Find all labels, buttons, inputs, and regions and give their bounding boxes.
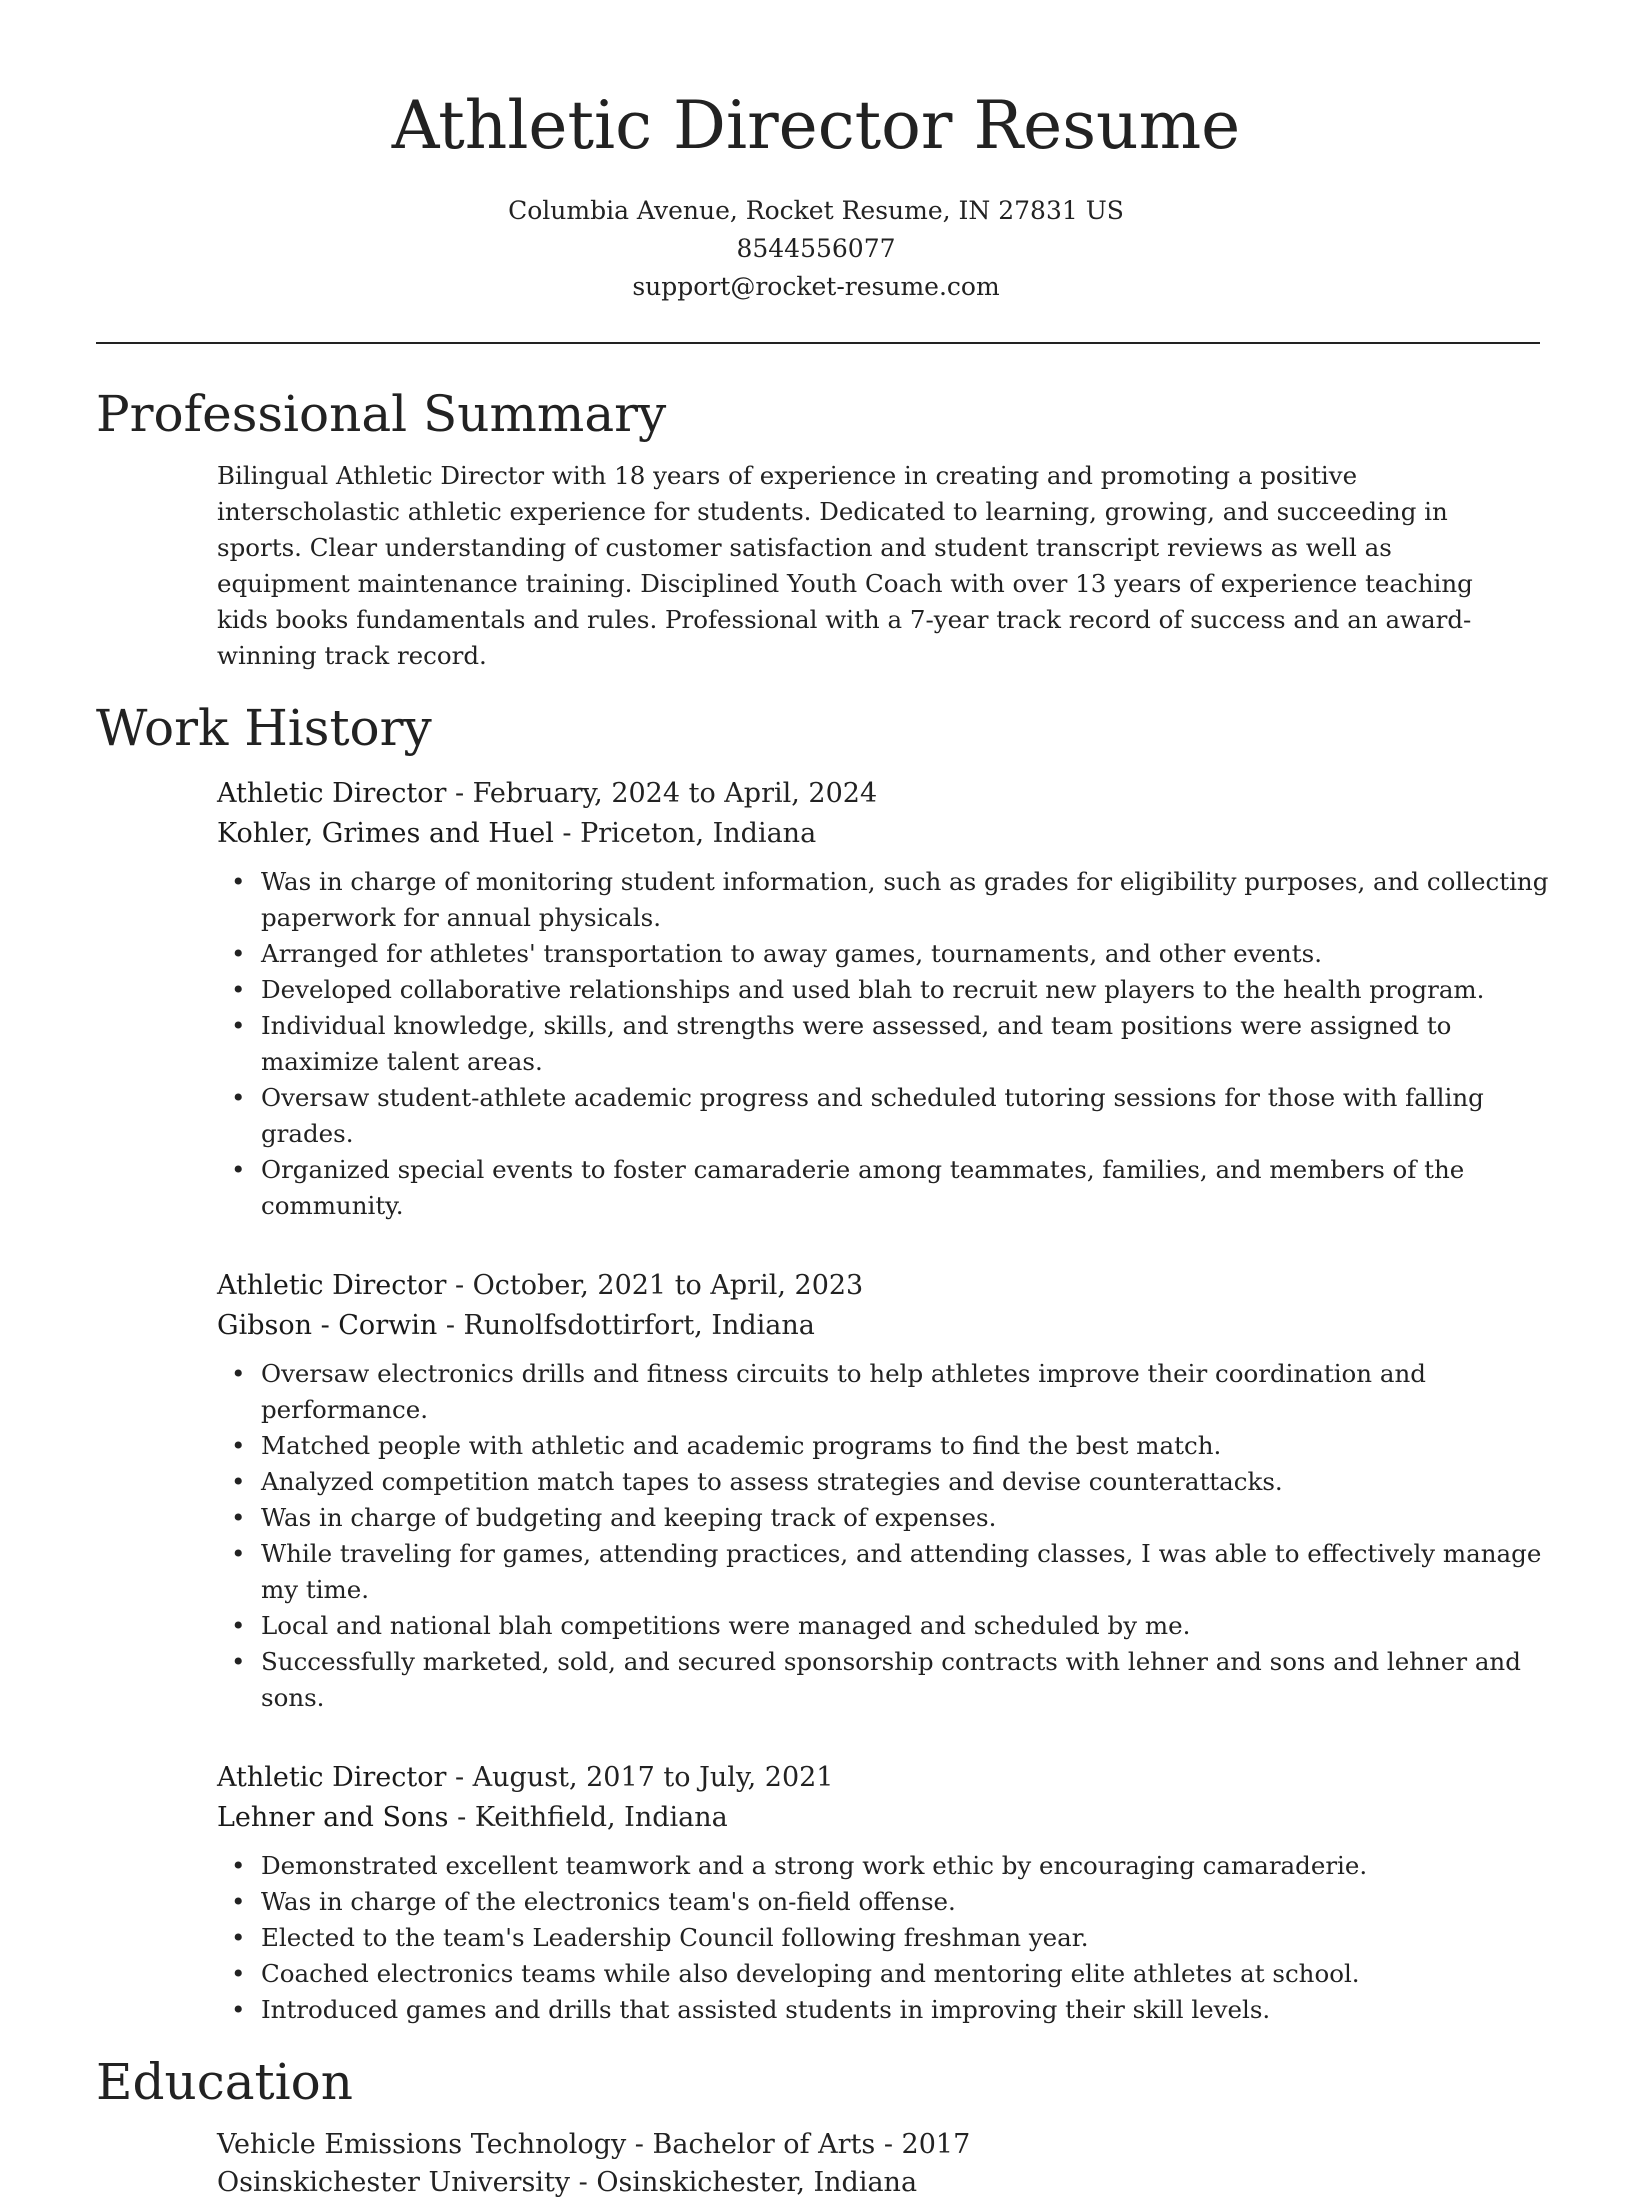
job-bullet: • Oversaw student-athlete academic progress and scheduled tutoring sessions for those with falling grades. [217, 1080, 1551, 1152]
job-bullet: • Was in charge of monitoring student information, such as grades for eligibility purposes, and collecting paperwork for annual physicals. [217, 864, 1551, 936]
job-entry [217, 774, 1549, 1224]
job-title: Athletic Director [217, 1762, 447, 1793]
separator: - [570, 2167, 597, 2198]
separator: - [437, 1310, 464, 1341]
job-bullet: • Developed collaborative relationships and used blah to recruit new players to the health program. [217, 972, 1551, 1008]
job-bullet: • While traveling for games, attending practices, and attending classes, I was able to effectively manage my time. [217, 1536, 1551, 1608]
job-company-line [217, 1306, 1546, 1346]
job-location: Runolfsdottirfort, Indiana [463, 1310, 815, 1341]
separator: - [446, 778, 473, 809]
summary-heading: Professional Summary [96, 385, 667, 443]
job-title: Athletic Director [217, 778, 447, 809]
contact-phone: 8544556077 [736, 234, 896, 263]
job-bullet: • Local and national blah competitions were managed and scheduled by me. [217, 1608, 1551, 1644]
header-divider [96, 342, 1540, 344]
job-title: Athletic Director [217, 1270, 447, 1301]
separator: - [446, 1762, 473, 1793]
job-dates: February, 2024 to April, 2024 [472, 778, 878, 809]
jobs-list [217, 774, 1549, 2028]
job-bullet: • Demonstrated excellent teamwork and a strong work ethic by encouraging camaraderie. [217, 1848, 1551, 1884]
job-bullet: • Arranged for athletes' transportation to away games, tournaments, and other events. [217, 936, 1551, 972]
job-dates: October, 2021 to April, 2023 [472, 1270, 864, 1301]
education-heading: Education [96, 2053, 353, 2111]
separator: - [448, 1802, 475, 1833]
contact-block [0, 192, 1632, 306]
job-bullet: • Introduced games and drills that assisted students in improving their skill levels. [217, 1992, 1551, 2028]
education-entry [217, 2126, 1546, 2202]
job-bullet: • Was in charge of budgeting and keeping track of expenses. [217, 1500, 1551, 1536]
summary-body [217, 458, 1546, 674]
contact-email: support@rocket-resume.com [632, 272, 1000, 301]
job-company: Gibson - Corwin [217, 1310, 438, 1341]
job-company-line [217, 814, 1546, 854]
job-title-line [217, 1758, 1546, 1798]
summary-section [96, 378, 1546, 674]
education-degree-line [217, 2126, 1546, 2164]
job-entry [217, 1758, 1546, 2028]
education-location: Osinskichester, Indiana [596, 2167, 918, 2198]
job-dates: August, 2017 to July, 2021 [472, 1762, 834, 1793]
job-bullet: • Organized special events to foster camaraderie among teammates, families, and members of the community. [217, 1152, 1551, 1224]
job-entry [217, 1266, 1546, 1716]
job-company: Lehner and Sons [217, 1802, 449, 1833]
job-title-line [217, 774, 1546, 814]
job-bullet: • Matched people with athletic and academic programs to find the best match. [217, 1428, 1551, 1464]
separator: - [446, 1270, 473, 1301]
job-bullet: • Successfully marketed, sold, and secured sponsorship contracts with lehner and sons and lehner and sons. [217, 1644, 1551, 1716]
job-bullet: • Coached electronics teams while also developing and mentoring elite athletes at school. [217, 1956, 1551, 1992]
job-bullets [217, 864, 1549, 1224]
resume-content [96, 378, 1549, 2202]
resume-header [0, 0, 1632, 306]
separator: - [626, 2129, 653, 2160]
job-bullet: • Elected to the team's Leadership Council following freshman year. [217, 1920, 1551, 1956]
separator: - [553, 818, 581, 849]
job-bullet: • Individual knowledge, skills, and strengths were assessed, and team positions were assigned to maximize talent areas. [217, 1008, 1551, 1080]
job-bullet: • Analyzed competition match tapes to assess strategies and devise counterattacks. [217, 1464, 1551, 1500]
contact-address: Columbia Avenue, Rocket Resume, IN 27831 US [508, 196, 1124, 225]
work-history-section [96, 692, 1549, 2028]
job-location: Keithfield, Indiana [474, 1802, 728, 1833]
job-bullets [217, 1356, 1546, 1716]
education-school: Osinskichester University [217, 2167, 571, 2198]
job-company-line [217, 1798, 1546, 1838]
education-year: 2017 [901, 2129, 971, 2160]
education-section [96, 2046, 1546, 2202]
summary-text: Bilingual Athletic Director with 18 years of experience in creating and promoting a positive interscholastic athletic experience for students. Dedicated to learning, growing, and succeeding in sports. Clear understanding of customer satisfaction and student transcript reviews as well as equipment maintenance training. Disciplined Youth Coach with over 13 years of experience teaching kids books fundamentals and rules. Professional with a 7-year track record of success and an award-winning track record. [217, 461, 1473, 670]
education-school-line [217, 2164, 1546, 2202]
separator: - [875, 2129, 902, 2160]
education-list [217, 2126, 1546, 2202]
job-bullet: • Was in charge of the electronics team's on-field offense. [217, 1884, 1551, 1920]
job-title-line [217, 1266, 1546, 1306]
job-bullets [217, 1848, 1546, 2028]
resume-title: Athletic Director Resume [391, 87, 1241, 164]
job-company: Kohler, Grimes and Huel [217, 818, 554, 849]
job-bullet: • Oversaw electronics drills and fitness circuits to help athletes improve their coordination and performance. [217, 1356, 1551, 1428]
education-degree: Bachelor of Arts [652, 2129, 876, 2160]
work-history-heading: Work History [96, 699, 432, 757]
job-location: Priceton, Indiana [580, 818, 817, 849]
education-field: Vehicle Emissions Technology [217, 2129, 627, 2160]
